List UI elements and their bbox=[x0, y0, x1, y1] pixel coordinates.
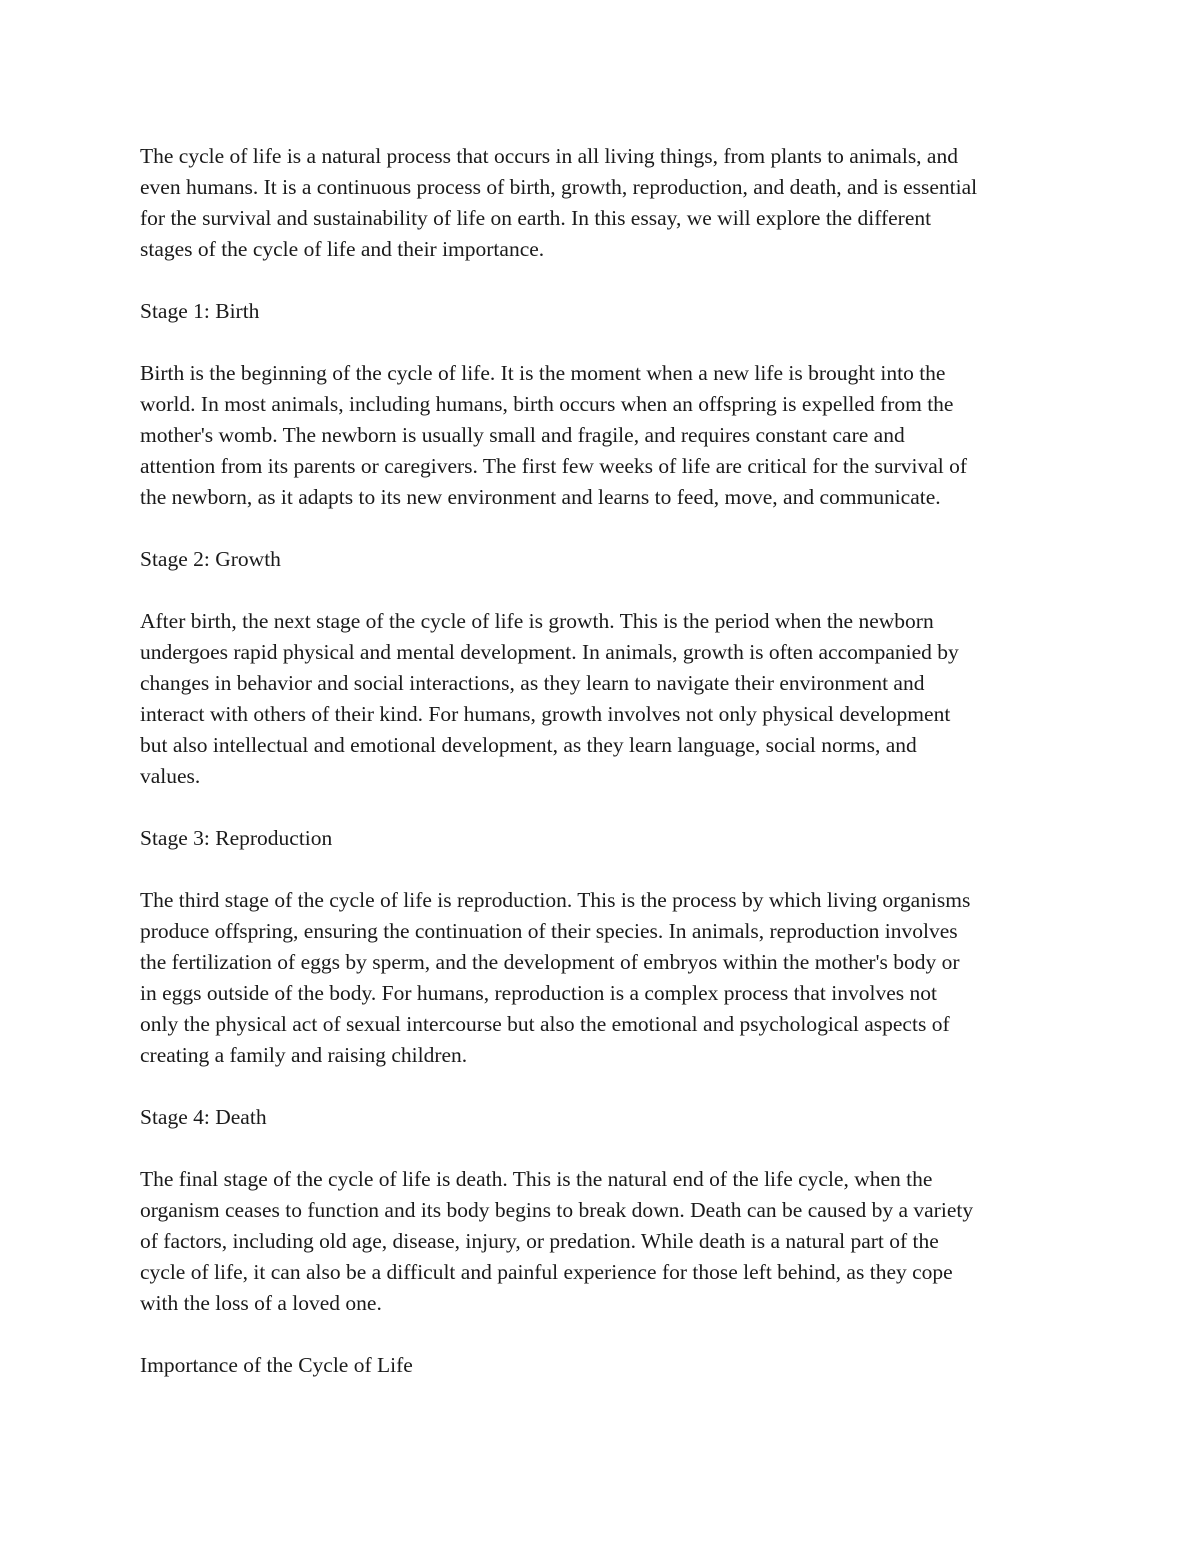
birth-paragraph: Birth is the beginning of the cycle of life. It is the moment when a new life is brought into the world. In most animals, including humans, birth occurs when an offspring is expelled from the mother's womb. The newborn is usually small and fragile, and requires constant care and attention from its parents or caregivers. The first few weeks of life are critical for the survival of the newborn, as it adapts to its new environment and learns to feed, move, and communicate. bbox=[140, 361, 968, 509]
document-body bbox=[140, 141, 1065, 1412]
section-heading-death: Stage 4: Death bbox=[140, 1105, 267, 1129]
death-paragraph: The final stage of the cycle of life is death. This is the natural end of the life cycle, when the organism ceases to function and its body begins to break down. Death can be caused by a variety of factors, including old age, disease, injury, or predation. While death is a natural part of the cycle of life, it can also be a difficult and painful experience for those left behind, as they cope with the loss of a loved one. bbox=[140, 1167, 974, 1315]
growth-paragraph: After birth, the next stage of the cycle of life is growth. This is the period when the newborn undergoes rapid physical and mental development. In animals, growth is often accompanied by changes in behavior and social interactions, as they learn to navigate their environment and interact with others of their kind. For humans, growth involves not only physical development but also intellectual and emotional development, as they learn language, social norms, and values. bbox=[140, 609, 959, 788]
reproduction-paragraph: The third stage of the cycle of life is reproduction. This is the process by which living organisms produce offspring, ensuring the continuation of their species. In animals, reproduction involves the fertilization of eggs by sperm, and the development of embryos within the mother's body or in eggs outside of the body. For humans, reproduction is a complex process that involves not only the physical act of sexual intercourse but also the emotional and psychological aspects of creating a family and raising children. bbox=[140, 888, 971, 1067]
section-heading-birth: Stage 1: Birth bbox=[140, 299, 260, 323]
section-heading-importance: Importance of the Cycle of Life bbox=[140, 1353, 413, 1377]
intro-paragraph: The cycle of life is a natural process that occurs in all living things, from plants to animals, and even humans. It is a continuous process of birth, growth, reproduction, and death, and is essential for the survival and sustainability of life on earth. In this essay, we will explore the different stages of the cycle of life and their importance. bbox=[140, 144, 978, 261]
section-heading-reproduction: Stage 3: Reproduction bbox=[140, 826, 333, 850]
section-heading-growth: Stage 2: Growth bbox=[140, 547, 281, 571]
